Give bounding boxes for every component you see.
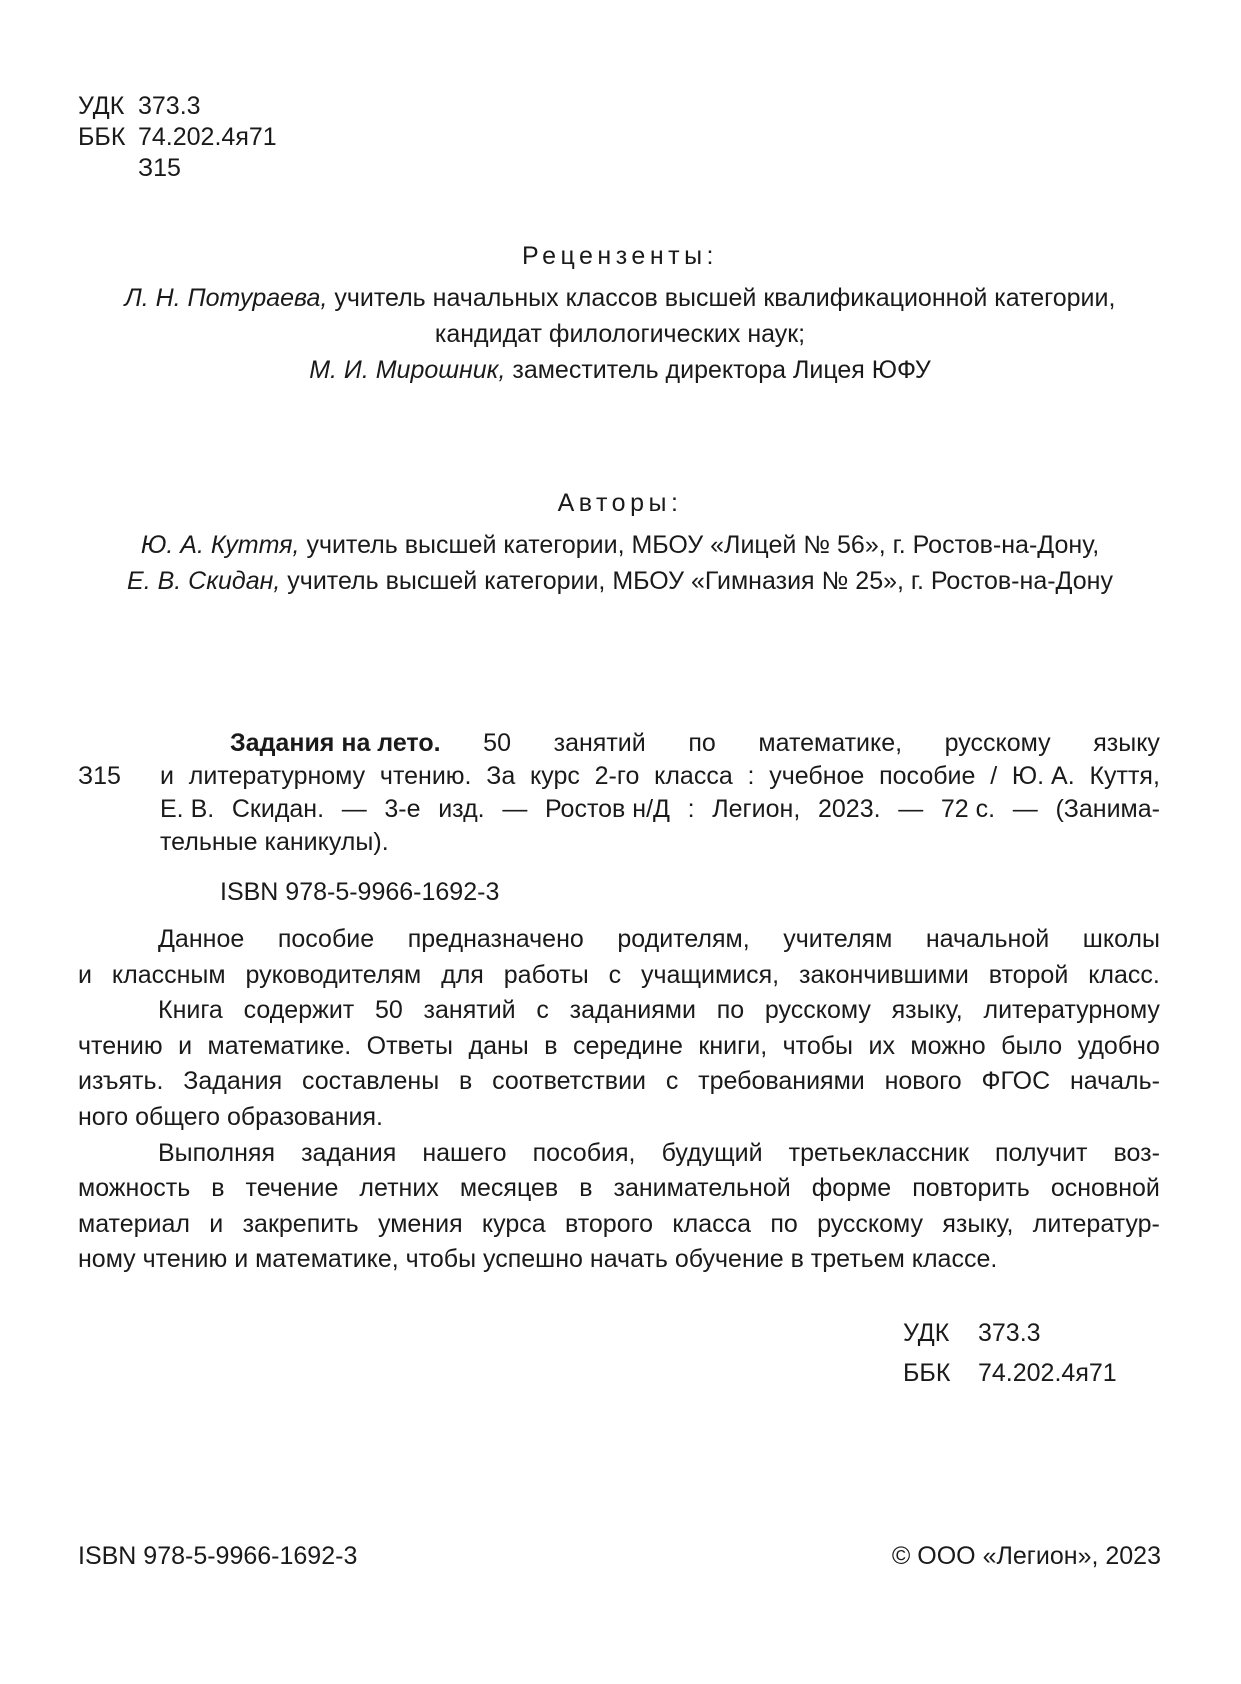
annotation — [78, 922, 1160, 1278]
authors-heading: Авторы: — [557, 489, 683, 517]
reviewer-1-name: Л. Н. Потураева, — [124, 284, 328, 312]
reviewer-1-desc: учитель начальных классов высшей квалификационной категории, — [334, 284, 1116, 312]
annotation-p2-line-4: ного общего образования. — [78, 1102, 383, 1131]
biblio-line-2: и литературному чтению. За курс 2-го класса : учебное пособие / Ю. А. Куття, — [160, 762, 1160, 790]
annotation-p3-line-4: ному чтению и математике, чтобы успешно начать обучение в третьем классе. — [78, 1245, 998, 1274]
udk-row — [78, 91, 277, 122]
annotation-p2-line-3: изъять. Задания составлены в соответствии с требованиями нового ФГОС началь- — [78, 1067, 1160, 1096]
isbn-record: ISBN 978-5-9966-1692-3 — [220, 878, 500, 906]
author-1-name: Ю. А. Куття, — [140, 531, 300, 559]
biblio-line-4: тельные каникулы). — [160, 828, 389, 856]
reviewer-1-desc-2: кандидат филологических наук; — [434, 320, 806, 348]
bbk-value: 74.202.4я71 — [138, 123, 277, 151]
annotation-p3-line-3: материал и закрепить умения курса второго класса по русскому языку, литератур- — [78, 1209, 1160, 1238]
author-mark: З15 — [138, 154, 181, 182]
udk-value-bottom: 373.3 — [978, 1319, 1041, 1347]
annotation-p3-line-1: Выполняя задания нашего пособия, будущий третьеклассник получит воз- — [158, 1138, 1160, 1167]
biblio-line-3: Е. В. Скидан. — 3-е изд. — Ростов н/Д : Легион, 2023. — 72 с. — (Занима- — [160, 795, 1160, 823]
reviewers-heading-block — [80, 241, 1160, 271]
classification-bottom — [903, 1313, 1117, 1393]
author-mark-row — [78, 153, 277, 184]
reviewer-2-line — [80, 352, 1160, 388]
annotation-p3-line-2: можность в течение летних месяцев в занимательной форме повторить основной — [78, 1174, 1160, 1203]
biblio-line-1: Задания на лето. 50 занятий по математике, русскому языку — [160, 727, 1160, 760]
bbk-row — [78, 122, 277, 153]
udk-label-bottom: УДК — [903, 1319, 950, 1347]
bbk-label: ББК — [78, 123, 126, 151]
authors-heading-block — [80, 488, 1160, 518]
reviewers-heading: Рецензенты: — [522, 242, 718, 270]
bbk-row-bottom — [903, 1353, 1117, 1393]
classification-top — [78, 91, 277, 184]
author-2-line — [80, 563, 1160, 599]
author-2-name: Е. В. Скидан, — [127, 567, 281, 595]
annotation-p2-line-2: чтению и математике. Ответы даны в середине книги, чтобы их можно было удобно — [78, 1031, 1160, 1060]
reviewer-1-line-1 — [80, 280, 1160, 316]
reviewer-2-desc: заместитель директора Лицея ЮФУ — [512, 356, 931, 384]
bbk-value-bottom: 74.202.4я71 — [978, 1359, 1117, 1387]
annotation-p1-line-2: и классным руководителям для работы с учащимися, закончившими второй класс. — [78, 960, 1160, 989]
biblio-record — [160, 727, 1160, 859]
biblio-code: З15 — [78, 762, 121, 790]
udk-value: 373.3 — [138, 92, 201, 120]
author-1-line — [80, 527, 1160, 563]
bbk-label-bottom: ББК — [903, 1359, 951, 1387]
udk-label: УДК — [78, 92, 125, 120]
author-1-desc: учитель высшей категории, МБОУ «Лицей № 56», г. Ростов-на-Дону, — [306, 531, 1100, 559]
udk-row-bottom — [903, 1313, 1117, 1353]
reviewers-list — [80, 280, 1160, 388]
biblio-title: Задания на лето. — [230, 729, 441, 757]
annotation-p2-line-1: Книга содержит 50 занятий с заданиями по русскому языку, литературному — [158, 996, 1160, 1025]
reviewer-2-name: М. И. Мирошник, — [309, 356, 506, 384]
authors-list — [80, 527, 1160, 599]
annotation-p1-line-1: Данное пособие предназначено родителям, учителям начальной школы — [158, 925, 1160, 953]
footer-copyright: © ООО «Легион», 2023 — [891, 1542, 1161, 1570]
footer-isbn: ISBN 978-5-9966-1692-3 — [78, 1542, 358, 1570]
author-2-desc: учитель высшей категории, МБОУ «Гимназия № 25», г. Ростов-на-Дону — [287, 567, 1113, 595]
